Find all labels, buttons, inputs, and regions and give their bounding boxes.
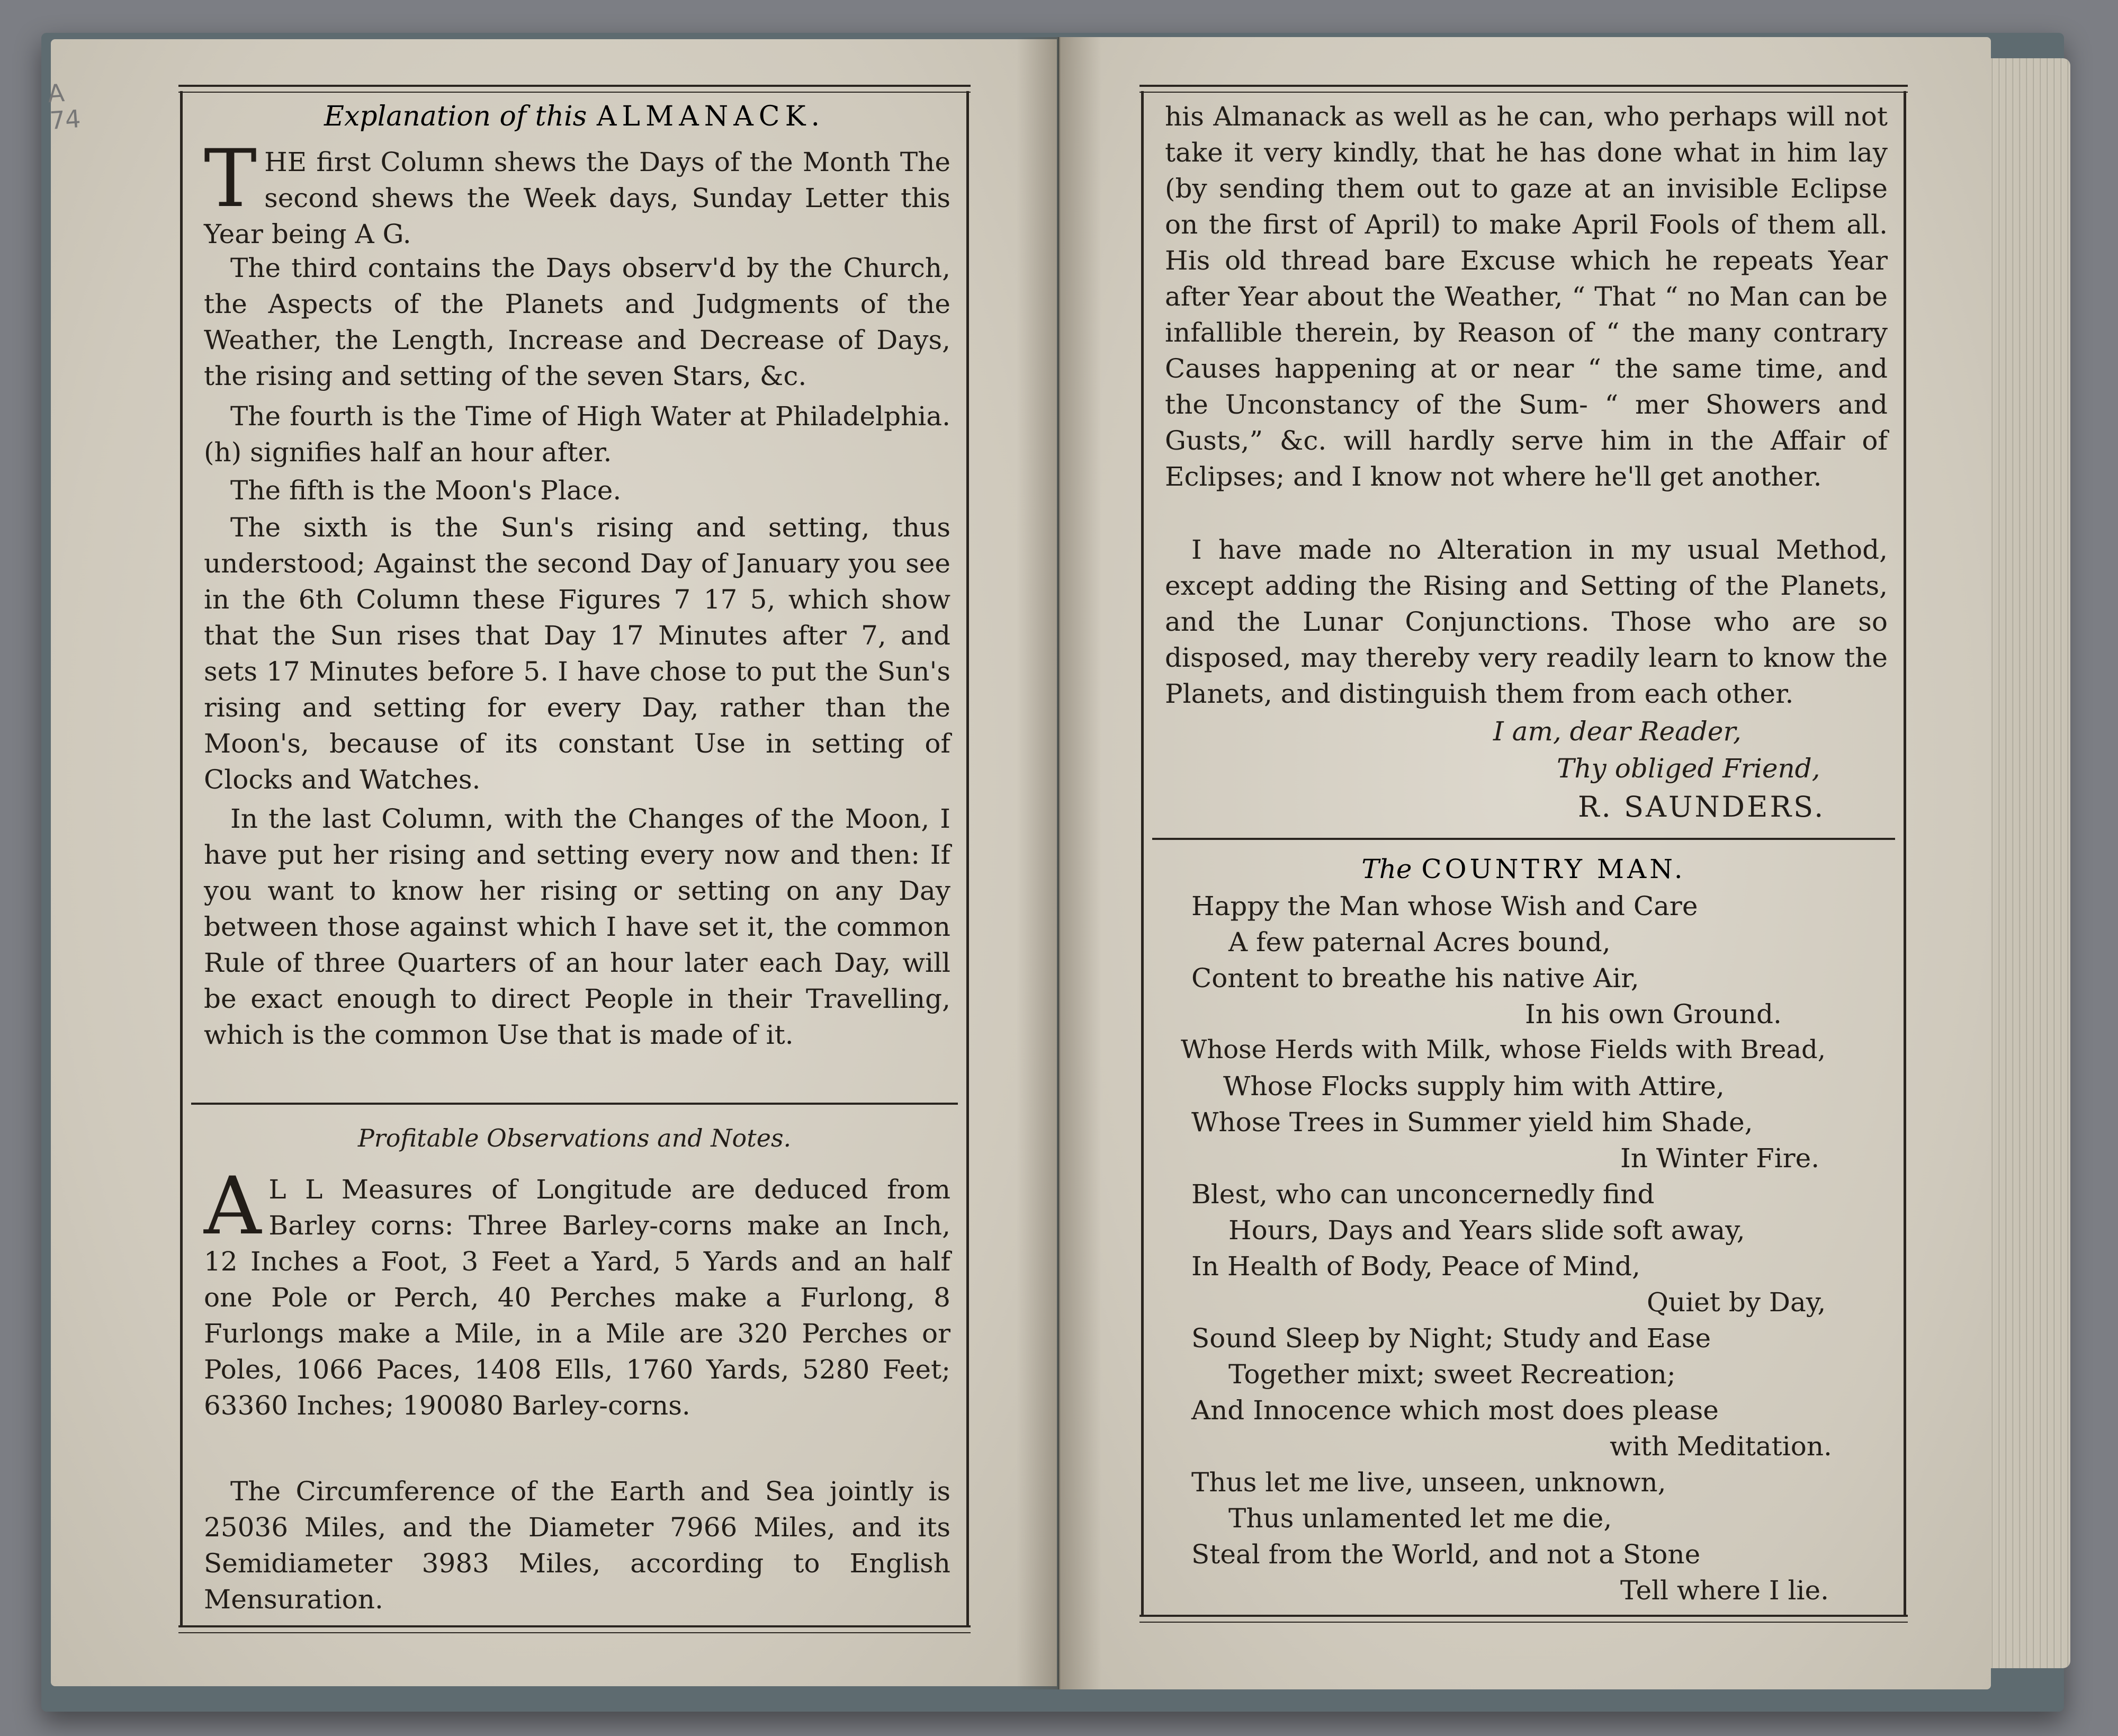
poem-title-italic: The — [1361, 854, 1412, 884]
signature: R. SAUNDERS. — [1578, 790, 1826, 824]
poem-line: Whose Flocks supply him with Attire, — [1223, 1071, 1725, 1102]
poem-line: Happy the Man whose Wish and Care — [1191, 891, 1698, 921]
poem-line: Content to breathe his native Air, — [1191, 963, 1639, 994]
observations-para-1 — [204, 1160, 950, 1424]
poem-line: with Meditation. — [1610, 1431, 1832, 1462]
left-page-frame — [180, 91, 969, 1627]
letter-para-1: his Almanack as well as he can, who perhaps will not take it very kindly, that he has done what in him lay (by sending them out to gaze at an invisible Eclipse on the first of April) to make April Fools of them all. His old thread bare Excuse which he repeats Year after Year about the Weather, “ That “ no Man can be infallible therein, by Reason of “ the many contrary Causes happening at or near “ the same time, and the Unconstancy of the Sum- “ mer Showers and Gusts,” &c. will hardly serve him in the Affair of Eclipses; and I know not where he'll get another. — [1165, 101, 1888, 492]
margin-note: A 74 — [47, 78, 82, 135]
explanation-para-6: In the last Column, with the Changes of the Moon, I have put her rising and setting every now and then: If you want to know her rising or setting on any Day between those against which I have set it, the common Rule of three Quarters of an hour later each Day, will be exact enough to direct People in their Travelling, which is the common Use that is made of it. — [204, 803, 950, 1050]
explanation-para-3: The fourth is the Time of High Water at Philadelphia. (h) signifies half an hour after. — [204, 401, 950, 468]
poem-line: Whose Trees in Summer yield him Shade, — [1191, 1107, 1753, 1138]
observations-para-1-text: L L Measures of Longitude are deduced from Barley corns: Three Barley-corns make an Inch, 12 Inches a Foot, 3 Feet a Yard, 5 Yards and an half one Pole or Perch, 40 Perches make a Furlong, 8 Furlongs make a Mile, in a Mile are 320 Perches or Poles, 1066 Paces, 1408 Ells, 1760 Yards, 5280 Feet; 63360 Inches; 190080 Barley-corns. — [204, 1174, 950, 1421]
explanation-para-5: The sixth is the Sun's rising and setting, thus understood; Against the second Day of January you see in the 6th Column these Figures 7 17 5, which show that the Sun rises that Day 17 Minutes after 7, and sets 17 Minutes before 5. I have chose to put the Sun's rising and setting for every Day, rather than the Moon's, because of its constant Use in setting of Clocks and Watches. — [204, 512, 950, 795]
poem-line: Together mixt; sweet Recreation; — [1228, 1359, 1676, 1390]
poem-line: Thus unlamented let me die, — [1228, 1503, 1612, 1534]
explanation-dropcap: T — [204, 133, 257, 225]
explanation-title-caps: ALMANACK. — [596, 101, 825, 132]
poem-line: In his own Ground. — [1525, 999, 1782, 1030]
poem-line: Sound Sleep by Night; Study and Ease — [1191, 1323, 1711, 1354]
poem-line: A few paternal Acres bound, — [1228, 927, 1611, 958]
left-section-separator — [191, 1103, 958, 1105]
explanation-para-1-text: HE first Column shews the Days of the Month The second shews the Week days, Sunday Letter this Year being A G. — [204, 147, 950, 249]
poem-line: In Health of Body, Peace of Mind, — [1191, 1251, 1640, 1282]
explanation-para-2: The third contains the Days observ'd by the Church, the Aspects of the Planets and Judgments of the Weather, the Length, Increase and Decrease of Days, the rising and setting of the seven Stars, &c. — [204, 253, 950, 391]
explanation-para-1 — [204, 133, 950, 252]
right-page-frame — [1141, 91, 1906, 1616]
closing-line-2: Thy obliged Friend, — [1557, 753, 1820, 784]
observations-dropcap: A — [204, 1160, 262, 1252]
closing-line-1: I am, dear Reader, — [1493, 716, 1742, 747]
explanation-title-italic: Explanation of this — [324, 101, 587, 132]
poem-line: Tell where I lie. — [1620, 1575, 1829, 1606]
poem-line: Blest, who can unconcernedly find — [1191, 1179, 1655, 1210]
poem-title-caps: COUNTRY MAN. — [1421, 854, 1686, 884]
poem-line: Hours, Days and Years slide soft away, — [1228, 1215, 1745, 1246]
poem-title — [1144, 854, 1904, 884]
letter-para-2: I have made no Alteration in my usual Method, except adding the Rising and Setting of the Planets, and the Lunar Conjunctions. Those who are so disposed, may thereby very readily learn to know the Planets, and distinguish them from each other. — [1165, 534, 1888, 709]
book-gutter — [1017, 37, 1101, 1689]
poem-line: Thus let me live, unseen, unknown, — [1191, 1467, 1666, 1498]
right-section-separator — [1152, 838, 1895, 840]
poem-line: Whose Herds with Milk, whose Fields with Bread, — [1181, 1035, 1826, 1064]
explanation-title — [183, 101, 966, 132]
explanation-para-4: The fifth is the Moon's Place. — [230, 475, 622, 506]
poem-line: Steal from the World, and not a Stone — [1191, 1539, 1701, 1570]
poem-line: And Innocence which most does please — [1191, 1395, 1719, 1426]
poem-line: In Winter Fire. — [1620, 1143, 1820, 1174]
poem-line: Quiet by Day, — [1647, 1287, 1826, 1318]
observations-title: Profitable Observations and Notes. — [357, 1124, 792, 1152]
observations-para-2: The Circumference of the Earth and Sea jointly is 25036 Miles, and the Diameter 7966 Miles, and its Semidiameter 3983 Miles, according to English Mensuration. — [204, 1476, 950, 1615]
